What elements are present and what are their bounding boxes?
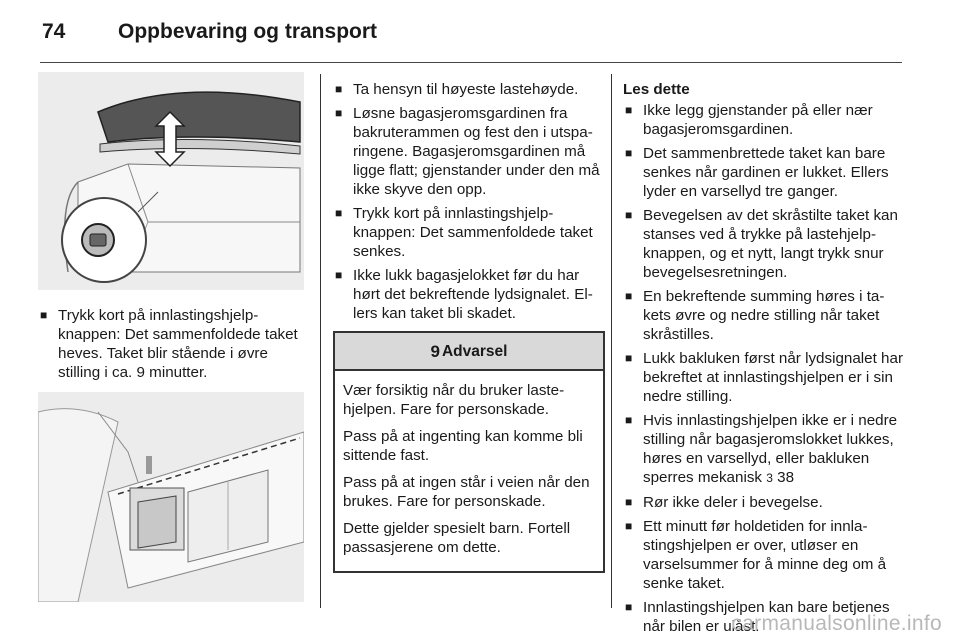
list-item: ■ Løsne bagasjeromsgardinen fra bakruterammen og fest den i utsparingene. Bagasjeromsgardinen må ligge flatt; gjenstander under den må ikke skyve den opp. bbox=[335, 105, 600, 198]
right-column bbox=[623, 80, 905, 641]
warning-body bbox=[335, 371, 603, 571]
warning-icon: 9 bbox=[430, 341, 440, 361]
column-divider-2 bbox=[611, 74, 612, 608]
page-reference-icon: 3 bbox=[766, 471, 773, 485]
middle-column bbox=[333, 80, 605, 573]
bullet-icon: ■ bbox=[40, 308, 48, 322]
list-item: ■ Ett minutt før holdetiden for innlastingshjelpen er over, utløser en varselsummer for å minne deg om å senke taket. bbox=[625, 518, 887, 592]
list-item: ■ Bevegelsen av det skråstilte taket kan stanses ved å trykke på lastehjelp-knappen, og et nytt, langt trykk snur bevegelsesretningen. bbox=[625, 207, 898, 281]
list-item: ■ Innlastingshjelpen kan bare betjenes når bilen er ulåst. bbox=[625, 599, 890, 635]
bullet-icon: ■ bbox=[335, 206, 343, 220]
list-item: ■ Ikke lukk bagasjelokket før du har hørt det bekreftende lydsignalet. Ellers kan taket bli skadet. bbox=[335, 267, 593, 322]
bullet-icon: ■ bbox=[625, 103, 633, 117]
list-item: ■ Ta hensyn til høyeste lastehøyde. bbox=[335, 81, 579, 98]
illustration-trunk-roof-lift bbox=[38, 72, 304, 290]
list-item: ■ Trykk kort på innlastingshjelpknappen: Det sammenfoldede taket senkes. bbox=[335, 205, 593, 260]
warning-paragraph: Pass på at ingenting kan komme bli sittende fast. bbox=[343, 428, 583, 464]
left-bullet-list bbox=[38, 306, 306, 382]
warning-header bbox=[335, 333, 603, 371]
bullet-icon: ■ bbox=[335, 268, 343, 282]
column-divider-1 bbox=[320, 74, 321, 608]
list-item: ■ Lukk bakluken først når lydsignalet har bekreftet at innlastingshjelpen er i sin nedre stilling. bbox=[625, 350, 904, 405]
bullet-icon: ■ bbox=[625, 146, 633, 160]
warning-box bbox=[333, 331, 605, 573]
warning-paragraph: Vær forsiktig når du bruker lastehjelpen. Fare for personskade. bbox=[343, 382, 565, 418]
right-bullet-list bbox=[623, 101, 905, 636]
list-item: ■ Det sammenbrettede taket kan bare senkes når gardinen er lukket. Ellers lyder en varsellyd tre ganger. bbox=[625, 145, 889, 200]
left-column bbox=[38, 72, 306, 602]
list-item: ■ Hvis innlastingshjelpen ikke er i nedre stilling når bagasjeromslokket lukkes, høres en varsellyd, eller bakluken sperres mekanisk 3 38 bbox=[625, 412, 898, 486]
bullet-icon: ■ bbox=[625, 208, 633, 222]
watermark: carmanualsonline.info bbox=[731, 612, 942, 635]
bullet-icon: ■ bbox=[625, 600, 633, 614]
trunk-curtain-drawing bbox=[38, 392, 304, 602]
header-rule bbox=[40, 62, 902, 63]
bullet-icon: ■ bbox=[625, 351, 633, 365]
bullet-icon: ■ bbox=[625, 495, 633, 509]
warning-paragraph: Dette gjelder spesielt barn. Fortell passasjerene om dette. bbox=[343, 520, 571, 556]
list-item: ■ Trykk kort på innlastingshjelpknappen: Det sammenfoldede taket heves. Taket blir stående i øvre stilling i ca. 9 minutter. bbox=[40, 307, 298, 381]
bullet-icon: ■ bbox=[625, 413, 633, 427]
bullet-icon: ■ bbox=[625, 519, 633, 533]
list-item: ■ Rør ikke deler i bevegelse. bbox=[625, 494, 823, 511]
list-item: ■ En bekreftende summing høres i takets øvre og nedre stilling når taket skråstilles. bbox=[625, 288, 885, 343]
bullet-icon: ■ bbox=[335, 82, 343, 96]
warning-paragraph: Pass på at ingen står i veien når den brukes. Fare for personskade. bbox=[343, 474, 590, 510]
page-reference-link[interactable]: 38 bbox=[777, 469, 795, 486]
page-title: Oppbevaring og transport bbox=[118, 20, 378, 43]
bullet-icon: ■ bbox=[625, 289, 633, 303]
middle-bullet-list bbox=[333, 80, 605, 323]
illustration-trunk-curtain bbox=[38, 392, 304, 602]
warning-title: Advarsel bbox=[441, 342, 508, 360]
list-item: ■ Ikke legg gjenstander på eller nær bagasjeromsgardinen. bbox=[625, 102, 873, 138]
trunk-roof-lift-drawing bbox=[38, 72, 304, 290]
bullet-icon: ■ bbox=[335, 106, 343, 120]
page-number: 74 bbox=[42, 20, 66, 43]
section-heading: Les dette bbox=[623, 81, 690, 98]
